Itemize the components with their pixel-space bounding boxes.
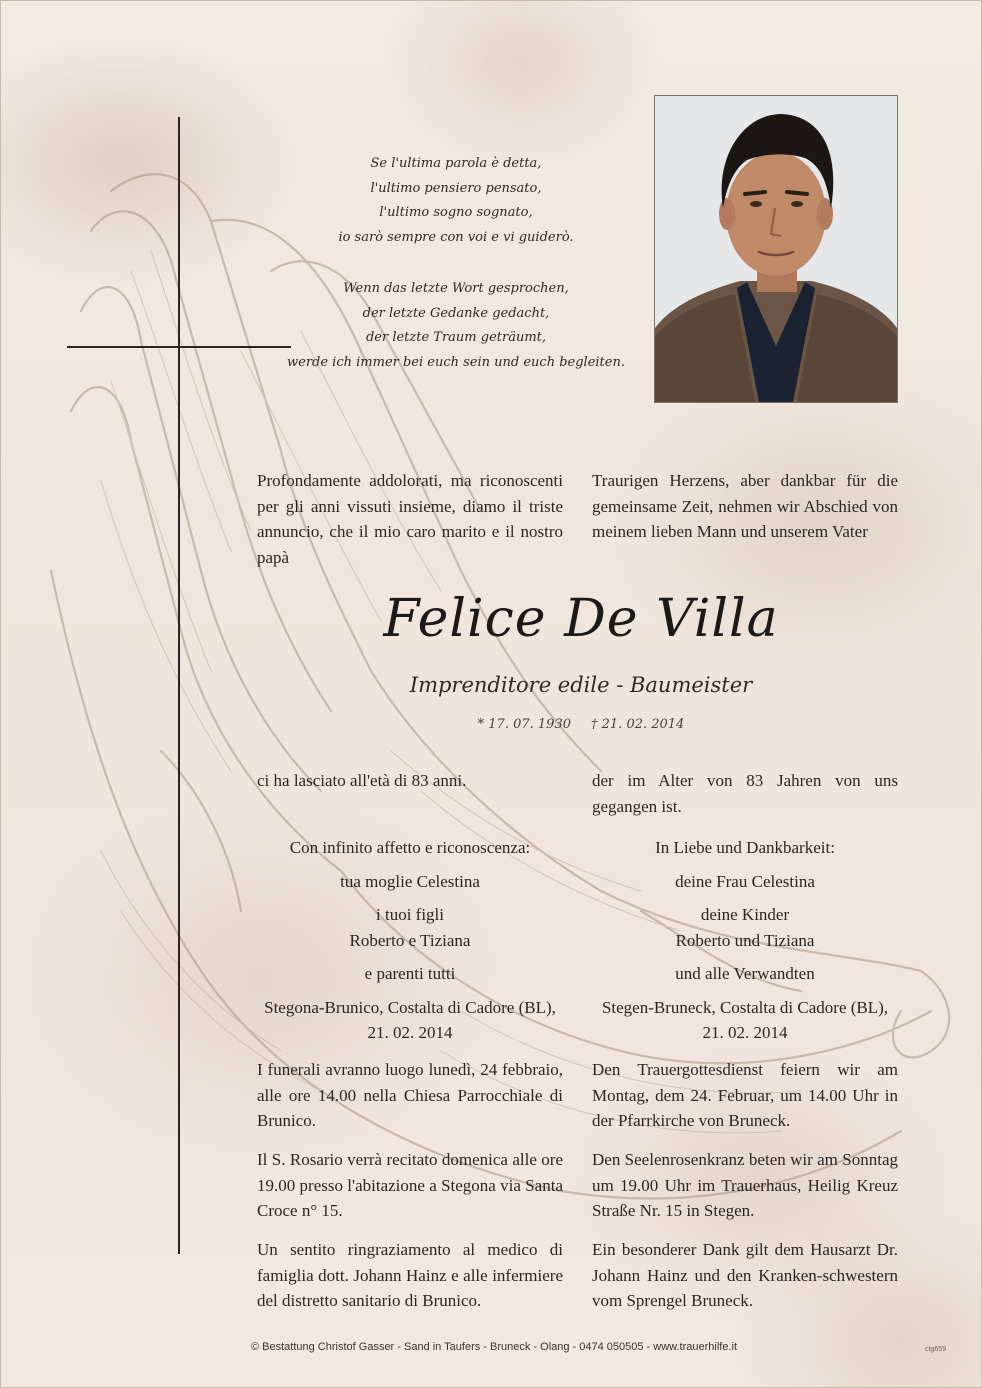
footer-credit: © Bestattung Christof Gasser - Sand in Taufers - Bruneck - Olang - 0474 050505 - www.trauerhilfe.it bbox=[251, 1341, 738, 1353]
mourners-date: 21. 02. 2014 bbox=[367, 1023, 453, 1042]
intro-italian: Profondamente addolorati, ma riconoscenti per gli anni vissuti insieme, diamo il triste annuncio, che il mio caro marito e il nostro papà bbox=[257, 471, 563, 567]
deceased-name: Felice De Villa bbox=[383, 589, 779, 649]
mourners-children: Roberto e Tiziana bbox=[349, 930, 471, 950]
mourners-children-label: i tuoi figli bbox=[376, 905, 444, 924]
rosary-german: Den Seelenrosenkranz beten wir am Sonntag um 19.00 Uhr im Trauerhaus, Heilig Kreuz Straße Nr. 15 in Stegen. bbox=[592, 1150, 898, 1220]
birth-date: * 17. 07. 1930 bbox=[477, 717, 571, 732]
funeral-german: Den Trauergottesdienst feiern wir am Montag, dem 24. Februar, um 14.00 Uhr in der Pfarrkirche von Bruneck. bbox=[592, 1060, 898, 1130]
mourners-relatives: und alle Verwandten bbox=[675, 964, 815, 983]
funeral-italian: I funerali avranno luogo lunedì, 24 febbraio, alle ore 14.00 nella Chiesa Parrocchiale di Brunico. bbox=[257, 1060, 563, 1130]
mourners-italian bbox=[257, 835, 563, 1046]
poem-line: io sarò sempre con voi e vi guiderò. bbox=[338, 229, 574, 245]
mourners-wife: tua moglie Celestina bbox=[340, 871, 480, 891]
mourners-children-label: deine Kinder bbox=[700, 905, 790, 924]
poem-line: der letzte Gedanke gedacht, bbox=[362, 305, 550, 321]
rosary-italian: Il S. Rosario verrà recitato domenica alle ore 19.00 presso l'abitazione a Stegona via Santa Croce n° 15. bbox=[257, 1150, 563, 1220]
mourners-german bbox=[592, 835, 898, 1046]
mourners-children: Roberto und Tiziana bbox=[675, 930, 815, 950]
poem-line: werde ich immer bei euch sein und euch begleiten. bbox=[287, 354, 625, 370]
poem-line: l'ultimo sogno sognato, bbox=[379, 205, 533, 220]
thanks-german: Ein besonderer Dank gilt dem Hausarzt Dr. Johann Hainz und den Kranken-schwestern vom Sprengel Bruneck. bbox=[592, 1240, 898, 1310]
passed-italian: ci ha lasciato all'età di 83 anni. bbox=[257, 771, 467, 790]
portrait-image bbox=[655, 96, 897, 402]
poem-line: der letzte Traum geträumt, bbox=[365, 330, 547, 345]
portrait-photo bbox=[654, 95, 898, 403]
mourners-heading: Con infinito affetto e riconoscenza: bbox=[289, 838, 531, 857]
poem-german bbox=[281, 277, 631, 375]
poem-italian bbox=[301, 152, 611, 250]
deceased-profession: Imprenditore edile - Baumeister bbox=[409, 673, 753, 697]
poem-line: Wenn das letzte Wort gesprochen, bbox=[343, 281, 569, 296]
passed-german: der im Alter von 83 Jahren von uns gegangen ist. bbox=[592, 771, 898, 816]
death-date: † 21. 02. 2014 bbox=[591, 717, 685, 732]
thanks-italian: Un sentito ringraziamento al medico di famiglia dott. Johann Hainz e alle infermiere del distretto sanitario di Brunico. bbox=[257, 1240, 563, 1310]
intro-german: Traurigen Herzens, aber dankbar für die gemeinsame Zeit, nehmen wir Abschied von meinem lieben Mann und unserem Vater bbox=[592, 471, 898, 541]
cross-horizontal-bar bbox=[67, 346, 291, 348]
poem-line: l'ultimo pensiero pensato, bbox=[370, 180, 542, 196]
document-code: ctg659 bbox=[925, 1346, 947, 1353]
mourners-wife: deine Frau Celestina bbox=[675, 871, 815, 891]
mourners-date: 21. 02. 2014 bbox=[702, 1023, 788, 1042]
poem-line: Se l'ultima parola è detta, bbox=[370, 156, 542, 171]
mourners-heading: In Liebe und Dankbarkeit: bbox=[655, 838, 835, 857]
mourners-place: Stegen-Bruneck, Costalta di Cadore (BL), bbox=[601, 997, 889, 1017]
mourners-relatives: e parenti tutti bbox=[364, 964, 456, 983]
mourners-place: Stegona-Brunico, Costalta di Cadore (BL), bbox=[264, 997, 556, 1017]
cross-vertical-bar bbox=[178, 117, 180, 1254]
